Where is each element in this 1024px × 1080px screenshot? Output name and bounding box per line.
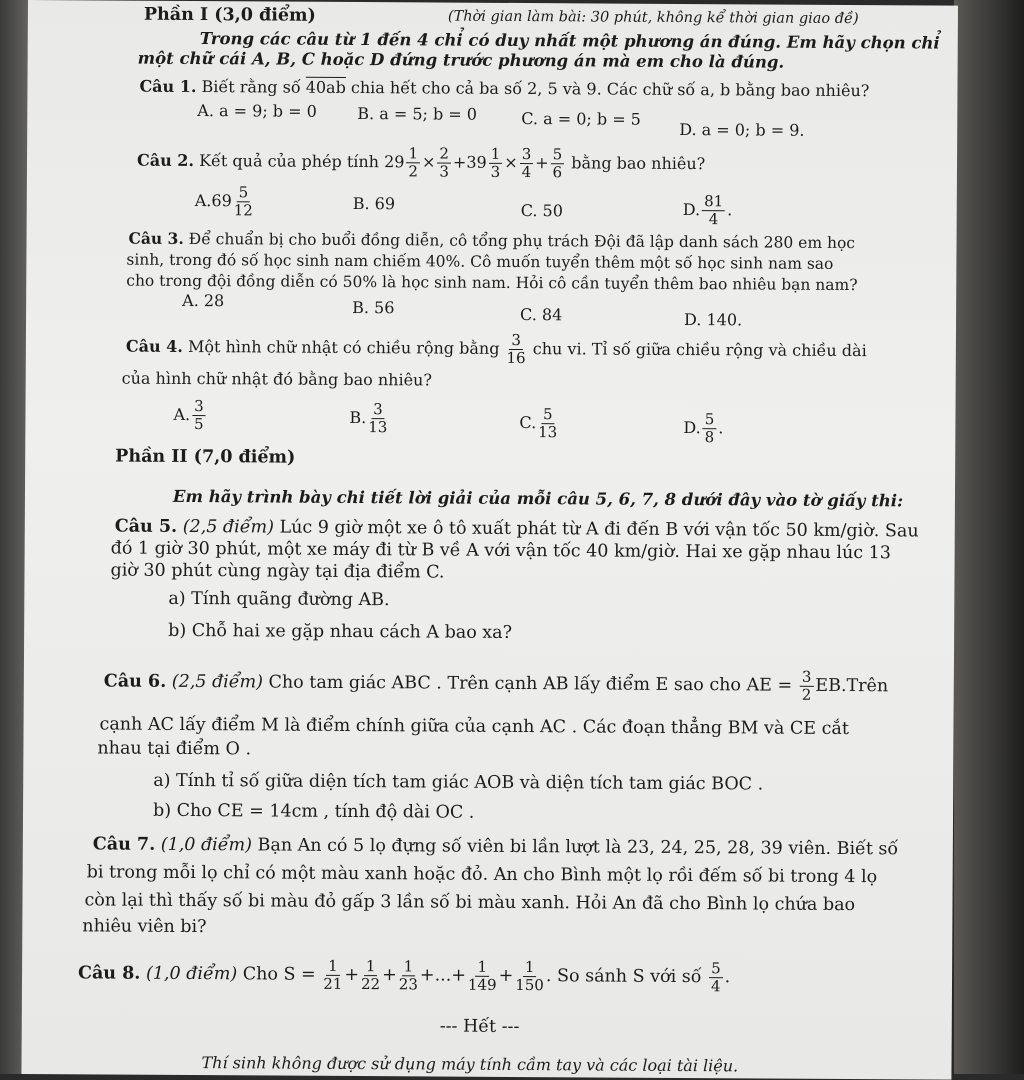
q4-opt-d-num: 5 [703,411,717,429]
question-1-text-b: chia hết cho cả ba số 2, 5 và 9. Các chữ số a, b bằng bao nhiêu? [345,77,870,101]
q2-opt-a-prefix: A. [194,191,212,211]
q2-whole-3: 39 [466,152,487,172]
question-7-points: (1,0 điểm) [160,834,253,856]
q4-num: 3 [509,332,523,350]
question-3-option-d: D. 140. [684,310,743,330]
question-5-label: Câu 5. [114,516,178,537]
question-7-line3: còn lại thì thấy số bi màu đỏ gấp 3 lần số bi màu xanh. Hỏi An đã cho Bình lọ chứa bao [84,890,856,916]
question-4-text-a: Một hình chữ nhật có chiều rộng bằng [187,336,500,358]
q2-den-4: 4 [521,163,532,182]
question-2-text: Kết quả của phép tính [199,151,380,172]
question-6-line1 [104,660,889,707]
q8-f2-num: 1 [364,958,378,976]
q2-num-5: 5 [551,146,565,164]
q8-compare-den: 4 [710,977,721,996]
q8-f5-den: 150 [515,975,544,995]
q4-opt-c-num: 5 [541,406,555,424]
part1-heading: Phần I (3,0 điểm) [143,4,316,26]
question-3-option-a: A. 28 [182,290,225,311]
question-4-line2: của hình chữ nhật đó bằng bao nhiêu? [121,368,433,390]
q6-den: 2 [801,685,812,704]
question-2-option-c: C. 50 [520,201,563,221]
q8-post: . [724,967,731,988]
q4-opt-c-prefix: C. [519,413,537,433]
q2-opt-d-num: 81 [702,193,725,211]
question-5-points: (2,5 điểm) [182,516,274,538]
q2-num-2: 2 [437,146,451,164]
question-3-label: Câu 3. [128,228,184,248]
q4-den: 16 [506,348,526,368]
question-6-part-a: a) Tính tỉ số giữa diện tích tam giác AOB và diện tích tam giác BOC . [153,770,764,795]
question-3-option-b: B. 56 [352,297,395,318]
part2-instruction: Em hãy trình bày chi tiết lời giải của mỗi câu 5, 6, 7, 8 dưới đây vào tờ giấy thi: [172,486,904,511]
question-4-option-d [683,408,723,448]
part1-instruction-line2: một chữ cái A, B, C hoặc D đứng trước phương án mà em cho là đúng. [137,48,785,72]
question-2-option-d [683,190,733,230]
question-6-text-1b: EB.Trên [815,675,889,697]
q2-den-2: 3 [439,162,449,181]
question-5-line1 [115,517,919,542]
q4-opt-a-num: 3 [192,398,206,416]
q8-f2-den: 22 [360,975,381,994]
question-8-text-b: . So sánh S với số [545,966,702,988]
q2-opt-a-den: 12 [233,201,253,220]
question-5-line3: giờ 30 phút cùng ngày tại địa điểm C. [110,560,445,583]
q2-opt-d-prefix: D. [682,200,701,220]
q6-num: 3 [800,669,814,687]
end-marker: --- Hết --- [439,1016,520,1038]
question-3-line3: cho trong đội đồng diễn có 50% là học sinh nam. Hỏi cô cần tuyển thêm bao nhiêu bạn nam? [126,271,858,295]
question-4-option-b [349,398,389,438]
q2-term-5 [551,146,565,181]
q2-num-3: 1 [489,145,503,163]
question-8-label: Câu 8. [77,963,141,984]
question-4-option-c [519,403,559,443]
part1-instruction-line1: Trong các câu từ 1 đến 4 chỉ có duy nhất một phương án đúng. Em hãy chọn chỉ [199,29,940,53]
question-4-label: Câu 4. [125,336,183,356]
q8-f3-num: 1 [402,958,416,976]
question-1 [139,77,869,101]
question-6-text-1a: Cho tam giác ABC . Trên cạnh AB lấy điểm E sao cho AE = [262,672,793,696]
question-7-line2: bi trong mỗi lọ chỉ có một màu xanh hoặc đỏ. An cho Bình một lọ rồi đếm số bi trong 4 lọ [86,862,878,888]
question-5-part-a: a) Tính quãng đường AB. [168,588,390,611]
question-5-part-b: b) Chỗ hai xe gặp nhau cách A bao xa? [168,620,513,643]
q8-f4-num: 1 [476,959,490,977]
question-7-line1 [93,834,898,859]
q2-opt-d-post: . [727,200,733,220]
question-1-number: 40ab [305,77,346,97]
q2-term-3 [466,143,504,183]
time-note: (Thời gian làm bài: 30 phút, không kể thời gian giao đề) [447,8,859,28]
question-2-tail: bằng bao nhiêu? [571,153,706,174]
q4-opt-d-prefix: D. [683,418,701,438]
q2-den-3: 3 [490,162,501,181]
q2-den-5: 6 [552,163,563,182]
q8-f1-num: 1 [326,958,340,976]
question-8: Câu 8. (1,0 điểm) Cho S = $\frac{1}{21}$ + $\frac{1}{22}$ + $\frac{1}{23}$ +...+ $\frac{1}{149}$ + $\frac{1}{150}$ . So sánh S với số $\frac{5}{4}$ . [77,956,731,996]
question-2-option-a [195,181,255,221]
q2-whole-1: 29 [384,152,405,172]
q4-opt-b-den: 13 [368,418,388,437]
q8-f5-num: 1 [523,959,537,977]
question-6-points: (2,5 điểm) [171,671,264,693]
question-4-text-b: chu vi. Tỉ số giữa chiều rộng và chiều dài [532,339,867,361]
question-6-line2: cạnh AC lấy điểm M là điểm chính giữa của cạnh AC . Các đoạn thẳng BM và CE cắt [99,714,849,740]
q4-opt-b-prefix: B. [349,407,367,428]
part2-heading: Phần II (7,0 điểm) [115,446,296,468]
q2-opt-a-num: 5 [237,184,251,202]
question-1-option-a: A. a = 9; b = 0 [197,101,317,121]
q4-opt-b-num: 3 [371,401,385,419]
q4-opt-c-den: 13 [538,423,558,442]
question-3-text-1: Để chuẩn bị cho buổi đồng diễn, cô tổng phụ trách Đội đã lập danh sách 280 em học [188,229,856,253]
question-6-label: Câu 6. [103,671,167,692]
q4-opt-a-den: 5 [193,415,204,434]
q4-opt-a-prefix: A. [173,404,191,424]
q4-opt-d-den: 8 [704,428,715,447]
question-7-label: Câu 7. [92,834,156,855]
question-3-line2: sinh, trong đó số học sinh nam chiếm 40%. Cô muốn tuyển thêm một số học sinh nam sao [126,250,834,273]
q8-compare-num: 5 [709,960,723,978]
q2-opt-a-whole: 69 [211,191,232,211]
q8-dots: +...+ [419,965,467,986]
question-1-label: Câu 1. [139,76,197,97]
question-7-text-1: Bạn An có 5 lọ đựng số viên bi lần lượt là 23, 24, 25, 28, 39 viên. Biết số [251,835,899,860]
question-1-text-a: Biết rằng số [201,77,306,97]
q2-den-1: 2 [408,161,419,180]
q2-num-4: 3 [520,146,534,164]
question-4-option-a [173,395,207,435]
question-6-line3: nhau tại điểm O . [97,738,252,760]
q8-f3-den: 23 [398,975,418,994]
exam-paper [21,0,958,1080]
q2-term-2 [437,146,451,181]
question-6-part-b: b) Cho CE = 14cm , tính độ dài OC . [152,800,475,823]
q8-f4-den: 149 [467,975,497,994]
question-2-option-b: B. 69 [352,193,396,214]
question-2: Câu 2. Kết quả của phép tính 29 $\frac{1}{2}$ × $\frac{2}{3}$ + 39 $\frac{1}{3}$ × $\frac{3}{4}$ + $\frac{5}{6}$ bằng bao nhiêu? [136,143,706,182]
question-3-option-c: C. 84 [520,305,563,325]
question-1-option-d: D. a = 0; b = 9. [679,119,805,140]
q2-term-1 [384,142,422,182]
q2-opt-d-den: 4 [708,210,719,229]
question-5-text-1: Lúc 9 giờ một xe ô tô xuất phát từ A đi đến B với vận tốc 50 km/giờ. Sau [273,517,919,542]
q2-num-1: 1 [406,145,420,163]
footer-note: Thí sinh không được sử dụng máy tính cầm tay và các loại tài liệu. [201,1053,739,1076]
q4-opt-d-post: . [718,418,724,438]
question-1-option-b: B. a = 5; b = 0 [357,104,478,124]
question-5-line2: đó 1 giờ 30 phút, một xe máy đi từ B về A với vận tốc 40 km/giờ. Hai xe gặp nhau lúc 13 [110,538,891,564]
q8-f1-den: 21 [323,974,343,993]
question-4-line1 [126,327,867,372]
question-8-text-a: Cho S = [237,964,316,985]
question-8-points: (1,0 điểm) [145,963,238,985]
q2-term-4 [520,146,534,181]
question-1-option-c: C. a = 0; b = 5 [521,109,641,129]
question-2-label: Câu 2. [136,150,195,171]
background-right-edge [954,0,1024,1074]
question-7-line4: nhiêu viên bi? [82,916,207,938]
